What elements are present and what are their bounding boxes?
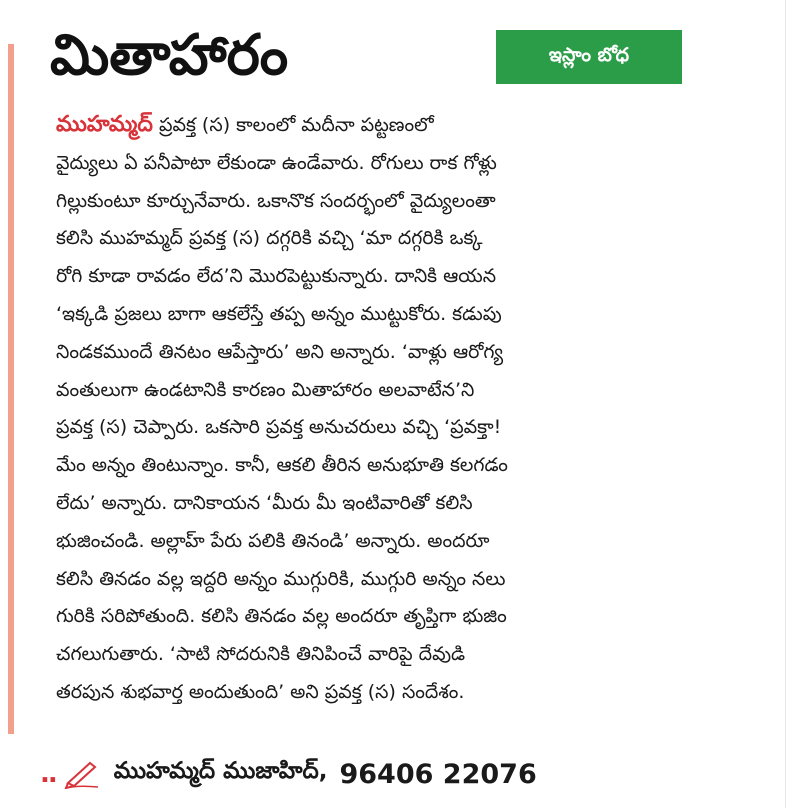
pen-icon: [64, 759, 100, 789]
body-line: కలిసి తినడం వల్ల ఇద్దరి అన్నం ముగ్గురికి, ముగ్గురి అన్నం నలు: [56, 567, 506, 590]
byline-dots: ..: [40, 759, 56, 789]
body-line: వైద్యులు ఏ పనీపాటా లేకుండా ఉండేవారు. రోగులు రాక గోళ్లు: [56, 151, 497, 174]
author-phone: 96406 22076: [339, 758, 537, 790]
page-edge: [785, 0, 786, 808]
body-line: తరపున శుభవార్త అందుతుంది’ అని ప్రవక్త (స) సందేశం.: [56, 680, 465, 703]
body-line: ప్రవక్త (స) చెప్పారు. ఒకసారి ప్రవక్త అనుచరులు వచ్చి ‘ప్రవక్తా!: [56, 416, 502, 439]
page-title: మితాహారం: [50, 23, 289, 88]
body-line: గిల్లుకుంటూ కూర్చునేవారు. ఒకానొక సందర్భంలో వైద్యులంతా: [56, 189, 496, 212]
body-line: చగలుగుతారు. ‘సాటి సోదరునికి తినిపించే వారిపై దేవుడి: [56, 643, 466, 666]
byline: [40, 752, 537, 796]
body-line: గురికి సరిపోతుంది. కలిసి తినడం వల్ల అందరూ తృప్తిగా భుజిం: [56, 605, 507, 628]
body-line: రోగి కూడా రావడం లేద’ని మొరపెట్టుకున్నారు. దానికి ఆయన: [56, 265, 497, 288]
body-line: నిండకముందే తినటం ఆపేస్తారు’ అని అన్నారు. ‘వాళ్లు ఆరోగ్య: [56, 340, 504, 363]
body-line: భుజించండి. అల్లాహ్ పేరు పలికి తినండి’ అన్నారు. అందరూ: [56, 529, 490, 552]
body-line: ముహమ్మద్ ప్రవక్త (స) కాలంలో మదీనా పట్టణంలో: [56, 112, 434, 137]
body-line: మేం అన్నం తింటున్నాం. కానీ, ఆకలి తీరిన అనుభూతి కలగడం: [56, 454, 508, 477]
body-line: ‘ఇక్కడి ప్రజలు బాగా ఆకలేస్తే తప్ప అన్నం ముట్టుకోరు. కడుపు: [56, 302, 502, 325]
author-name: ముహమ్మద్ ముజాహిద్,: [113, 758, 328, 784]
accent-bar: [8, 44, 14, 734]
body-line: కలిసి ముహమ్మద్ ప్రవక్త (స) దగ్గరికి వచ్చి ‘మా దగ్గరికి ఒక్క: [56, 227, 483, 250]
article-body: [56, 106, 756, 712]
lead-word: ముహమ్మద్: [56, 112, 153, 137]
body-line: వంతులుగా ఉండటానికి కారణం మితాహారం అలవాటేన’ని: [56, 378, 475, 401]
body-line: లేదు’ అన్నారు. దానికాయన ‘మీరు మీ ఇంటివారితో కలిసి: [56, 491, 473, 514]
category-badge: ఇస్లాం బోధ: [496, 30, 682, 84]
